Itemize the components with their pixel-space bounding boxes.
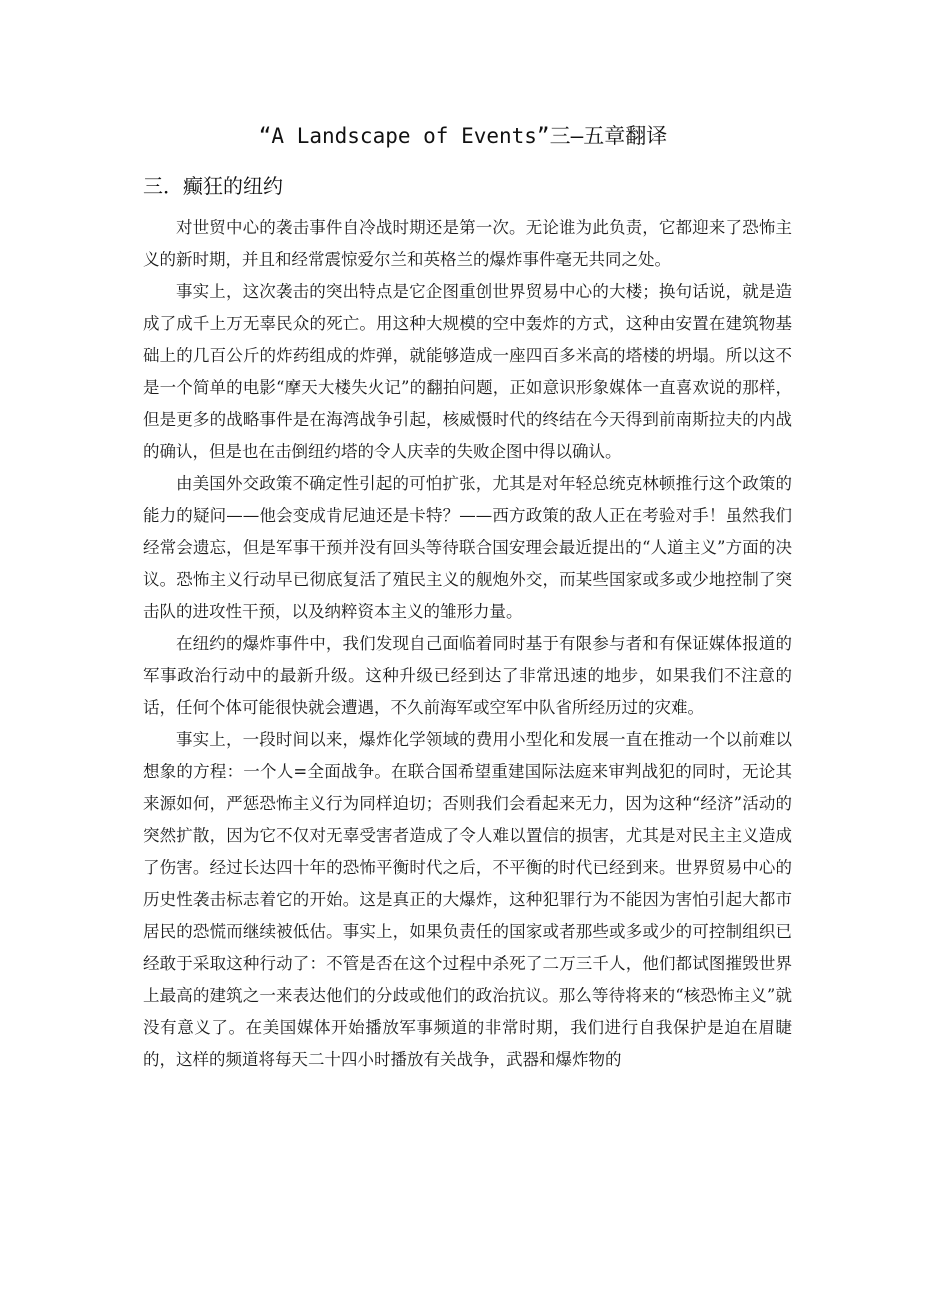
document-title: “A Landscape of Events”三—五章翻译 — [258, 124, 668, 148]
paragraph: 对世贸中心的袭击事件自冷战时期还是第一次。无论谁为此负责，它都迎来了恐怖主义的新时期，并且和经常震惊爱尔兰和英格兰的爆炸事件毫无共同之处。 — [143, 218, 792, 269]
paragraph: 在纽约的爆炸事件中，我们发现自己面临着同时基于有限参与者和有保证媒体报道的军事政治行动中的最新升级。这种升级已经到达了非常迅速的地步，如果我们不注意的话，任何个体可能很快就会遭遇，不久前海军或空军中队省所经历过的灾难。 — [143, 634, 792, 717]
paragraph: 事实上，一段时间以来，爆炸化学领域的费用小型化和发展一直在推动一个以前难以想象的方程：一个人=全面战争。在联合国希望重建国际法庭来审判战犯的同时，无论其来源如何，严惩恐怖主义行为同样迫切；否则我们会看起来无力，因为这种“经济”活动的突然扩散，因为它不仅对无辜受害者造成了令人难以置信的损害，尤其是对民主主义造成了伤害。经过长达四十年的恐怖平衡时代之后，不平衡的时代已经到来。世界贸易中心的历史性袭击标志着它的开始。这是真正的大爆炸，这种犯罪行为不能因为害怕引起大都市居民的恐慌而继续被低估。事实上，如果负责任的国家或者那些或多或少的可控制组织已经敢于采取这种行动了：不管是否在这个过程中杀死了二万三千人，他们都试图摧毁世界上最高的建筑之一来表达他们的分歧或他们的政治抗议。那么等待将来的“核恐怖主义”就没有意义了。在美国媒体开始播放军事频道的非常时期，我们进行自我保护是迫在眉睫的，这样的频道将每天二十四小时播放有关战争，武器和爆炸物的 — [143, 730, 792, 1069]
paragraph: 由美国外交政策不确定性引起的可怕扩张，尤其是对年轻总统克林顿推行这个政策的能力的疑问——他会变成肯尼迪还是卡特？——西方政策的敌人正在考验对手！虽然我们经常会遗忘，但是军事干预并没有回头等待联合国安理会最近提出的“人道主义”方面的决议。恐怖主义行动早已彻底复活了殖民主义的舰炮外交，而某些国家或多或少地控制了突击队的进攻性干预，以及纳粹资本主义的雏形力量。 — [143, 474, 792, 621]
paragraph: 事实上，这次袭击的突出特点是它企图重创世界贸易中心的大楼；换句话说，就是造成了成千上万无辜民众的死亡。用这种大规模的空中轰炸的方式，这种由安置在建筑物基础上的几百公斤的炸药组成的炸弹，就能够造成一座四百多米高的塔楼的坍塌。所以这不是一个简单的电影“摩天大楼失火记”的翻拍问题，正如意识形象媒体一直喜欢说的那样，但是更多的战略事件是在海湾战争引起，核威慑时代的终结在今天得到前南斯拉夫的内战的确认，但是也在击倒纽约塔的令人庆幸的失败企图中得以确认。 — [143, 282, 792, 461]
document-body — [143, 212, 792, 1076]
section-heading: 三．癫狂的纽约 — [143, 174, 283, 198]
